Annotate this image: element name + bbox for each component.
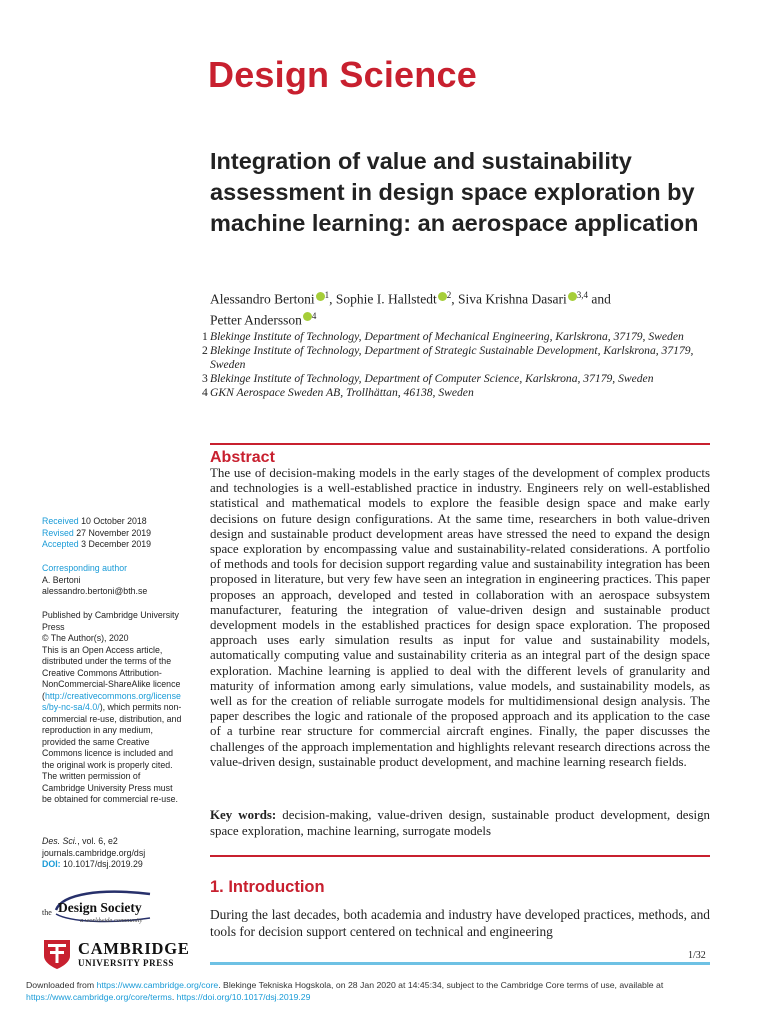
doi-label: DOI: xyxy=(42,859,61,869)
affiliation-text: GKN Aerospace Sweden AB, Trollhättan, 46138, Sweden xyxy=(210,386,474,399)
affiliation-text: Blekinge Institute of Technology, Department of Strategic Sustainable Development, Karlskrona, 37179, Sweden xyxy=(210,344,694,371)
citation-rest: , vol. 6, e2 xyxy=(77,836,118,846)
citation xyxy=(42,836,192,848)
affiliation-number: 2 xyxy=(202,344,208,357)
date-value: 27 November 2019 xyxy=(76,527,152,538)
affiliation xyxy=(202,372,717,386)
author-name[interactable]: Alessandro Bertoni xyxy=(210,291,315,307)
design-society-the: the xyxy=(42,908,52,917)
affiliation-number: 3 xyxy=(202,372,208,385)
date-label: Accepted xyxy=(42,539,79,549)
license-pre: This is an Open Access article, distributed under the terms of the Creative Commons Attribution-NonCommercial-ShareAlike licence ( xyxy=(42,644,181,701)
affiliation-text: Blekinge Institute of Technology, Department of Computer Science, Karlskrona, 37179, Sweden xyxy=(210,372,654,385)
citation-journal: Des. Sci. xyxy=(42,836,78,846)
author-name[interactable]: Sophie I. Hallstedt xyxy=(335,291,437,307)
copyright-line: © The Author(s), 2020 xyxy=(42,633,129,643)
article-dates xyxy=(42,516,192,551)
orcid-icon[interactable] xyxy=(438,292,447,301)
affiliation xyxy=(202,330,717,344)
journal-name: Design Science xyxy=(208,54,477,95)
download-footer xyxy=(26,980,756,1003)
cambridge-logo xyxy=(42,938,202,972)
footer-text: . Blekinge Tekniska Hogskola, on 28 Jan 2020 at 14:45:34, subject to the Cambridge Core terms of use, available at xyxy=(218,980,664,990)
corresponding-author-email[interactable]: alessandro.bertoni@bth.se xyxy=(42,586,148,596)
license-post: ), which permits non-commercial re-use, distribution, and reproduction in any medium, provided the same Creative Commons licence is included and the original work is properly cited. The written permission of Cambridge University Press must be obtained for commercial re-use. xyxy=(42,702,182,804)
cambridge-name: CAMBRIDGE xyxy=(78,939,190,958)
author-name[interactable]: Siva Krishna Dasari xyxy=(457,291,567,307)
date-label: Received xyxy=(42,516,79,526)
doi-value[interactable]: 10.1017/dsj.2019.29 xyxy=(63,859,143,869)
author-separator: , xyxy=(451,291,458,307)
abstract-bottom-rule xyxy=(210,855,710,857)
date-label: Revised xyxy=(42,527,74,538)
orcid-icon[interactable] xyxy=(303,312,312,321)
orcid-icon[interactable] xyxy=(316,292,325,301)
date-value: 3 December 2019 xyxy=(81,539,152,549)
date-accepted xyxy=(42,539,192,551)
cambridge-crest-icon xyxy=(42,938,72,970)
footer-text: Downloaded from xyxy=(26,980,97,990)
published-by: Published by Cambridge University Press xyxy=(42,610,179,632)
publication-info xyxy=(42,610,182,806)
author-name[interactable]: Petter Andersson xyxy=(210,312,302,327)
affiliation-number: 1 xyxy=(202,330,208,343)
corresponding-author-name: A. Bertoni xyxy=(42,574,81,585)
abstract-heading: Abstract xyxy=(210,449,275,466)
affiliation xyxy=(202,344,717,372)
author-affil-sup: 1 xyxy=(324,290,330,300)
abstract-top-rule xyxy=(210,443,710,445)
author-separator: and xyxy=(587,291,611,307)
affiliation-number: 4 xyxy=(202,386,208,399)
affiliation-text: Blekinge Institute of Technology, Department of Mechanical Engineering, Karlskrona, 37179, Sweden xyxy=(210,330,684,343)
affiliation xyxy=(202,386,717,400)
corresponding-author-label: Corresponding author xyxy=(42,563,128,573)
section-heading-introduction: 1. Introduction xyxy=(210,878,325,896)
keywords-text: decision-making, value-driven design, sustainable product development, design space exploration, machine learning, surrogate models xyxy=(210,808,710,838)
design-society-tagline: a worldwide community xyxy=(80,917,143,924)
abstract-text: The use of decision-making models in the early stages of the development of complex products and technologies is a well-established practice in industry. Engineers rely on well-established statistical and mathematical models to explore the feasible design space and make early decisions on future design configurations. At the same time, researchers in both value-driven design and sustainable product development areas have stressed the need to expand the design space exploration by encompassing value and sustainability-related considerations. A portfolio of methods and tools for decision support regarding value and sustainability integration has been proposed in literature, but very few have seen an integration in engineering practices. This paper proposes an approach, developed and tested in collaboration with an aerospace subsystem manufacturer, featuring the integration of value-driven design and sustainable product development models in the established practices for design space exploration. The proposed approach uses early simulation results as input for value and sustainability models, automatically computing value and sustainability criteria as an integral part of the design space exploration. Machine learning is applied to deal with the different levels of granularity and maturity of information among early simulations, value models, and sustainability models, as well as for the creation of reliable surrogate models for multidimensional design analysis. The paper describes the logic and rationale of the proposed approach and its application to the case of a turbine rear structure for commercial aircraft engines. Finally, the paper discusses the challenges of the approach implementation and highlights relevant research directions across the value-driven design, sustainable product development, and machine learning research fields. xyxy=(210,466,710,769)
keywords-label: Key words: xyxy=(210,808,277,822)
author-affil-sup: 3,4 xyxy=(576,290,588,300)
design-society-name: Design Society xyxy=(58,900,142,915)
introduction-text: During the last decades, both academia and industry have developed practices, methods, and tools for decision support centered on technical and engineering xyxy=(210,907,710,939)
author-affil-sup: 4 xyxy=(311,310,317,321)
footer-text: . xyxy=(171,991,177,1002)
date-received xyxy=(42,516,192,528)
footer-core-link[interactable]: https://www.cambridge.org/core xyxy=(96,980,219,990)
keywords xyxy=(210,808,710,839)
design-society-logo xyxy=(40,888,190,928)
footer-terms-link[interactable]: https://www.cambridge.org/core/terms xyxy=(26,991,172,1002)
page-number: 1/32 xyxy=(688,950,706,961)
orcid-icon[interactable] xyxy=(568,292,577,301)
footer-doi-link[interactable]: https://doi.org/10.1017/dsj.2019.29 xyxy=(176,991,311,1002)
author-affil-sup: 2 xyxy=(446,290,452,300)
article-title: Integration of value and sustainability assessment in design space exploration by machine learning: an aerospace application xyxy=(210,148,699,236)
license-link[interactable]: http://creativecommons.org/licenses/by-nc-sa/4.0/ xyxy=(42,690,181,712)
cambridge-sub: UNIVERSITY PRESS xyxy=(78,958,175,968)
author-list xyxy=(210,287,710,328)
date-revised xyxy=(42,528,192,540)
author-separator: , xyxy=(329,291,336,307)
journal-url[interactable]: journals.cambridge.org/dsj xyxy=(42,847,146,858)
page-progress-bar xyxy=(210,962,710,965)
corresponding-author xyxy=(42,563,192,598)
doi xyxy=(42,859,192,871)
citation-info xyxy=(42,836,192,871)
date-value: 10 October 2018 xyxy=(81,516,147,526)
license-text xyxy=(42,645,182,806)
affiliation-list xyxy=(202,330,717,400)
